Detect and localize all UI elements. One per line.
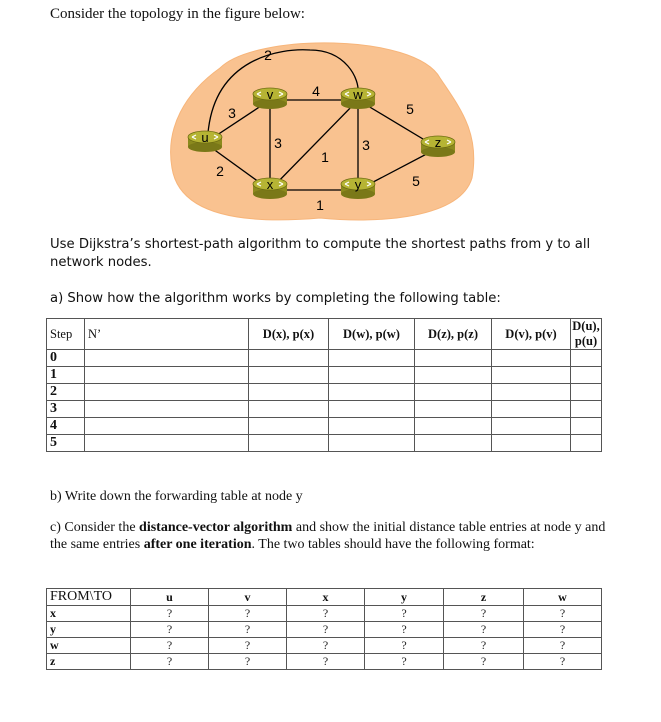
header-dx: D(x), p(x) xyxy=(249,319,329,350)
table-cell xyxy=(85,401,249,418)
router-u-icon xyxy=(188,130,222,152)
dv-cell: ? xyxy=(365,622,444,638)
dv-cell: ? xyxy=(287,622,365,638)
dv-cell: ? xyxy=(365,638,444,654)
dv-col-w: w xyxy=(524,589,602,606)
table-cell xyxy=(571,367,602,384)
part-c-text xyxy=(50,519,610,553)
dv-col-v: v xyxy=(209,589,287,606)
header-du: D(u), p(u) xyxy=(572,319,600,348)
table-cell xyxy=(249,435,329,452)
edge-cost-u-x: 2 xyxy=(216,163,224,179)
part-c-bold-2: after one iteration xyxy=(143,537,252,552)
dv-col-y: y xyxy=(365,589,444,606)
dijkstra-header-row xyxy=(47,319,602,350)
question-intro: Use Dijkstra’s shortest-path algorithm to compute the shortest paths from y to all network nodes. xyxy=(50,237,591,270)
dijkstra-row xyxy=(47,384,602,401)
node-label-w: w xyxy=(353,87,363,102)
edge-cost-u-w: 2 xyxy=(264,47,272,63)
dv-corner: FROM\TO xyxy=(47,589,131,606)
dv-cell: ? xyxy=(131,622,209,638)
dv-cell: ? xyxy=(209,638,287,654)
edge-cost-x-y: 1 xyxy=(316,197,324,213)
dv-cell: ? xyxy=(444,606,524,622)
table-cell xyxy=(85,435,249,452)
table-cell xyxy=(492,435,571,452)
table-cell xyxy=(415,418,492,435)
dv-cell: ? xyxy=(444,638,524,654)
edge-cost-w-x: 1 xyxy=(321,149,329,165)
table-cell xyxy=(415,435,492,452)
topology-background-blob xyxy=(171,43,474,220)
step-number: 0 xyxy=(47,350,85,367)
part-a-text: a) Show how the algorithm works by completing the following table: xyxy=(50,291,501,306)
table-cell xyxy=(415,384,492,401)
dv-row-label: z xyxy=(47,654,131,670)
table-cell xyxy=(571,384,602,401)
dv-cell: ? xyxy=(524,622,602,638)
dv-cell: ? xyxy=(287,638,365,654)
step-number: 4 xyxy=(47,418,85,435)
node-label-y: y xyxy=(354,177,362,192)
edge-cost-v-w: 4 xyxy=(312,83,320,99)
table-cell xyxy=(85,418,249,435)
table-cell xyxy=(571,401,602,418)
dv-cell: ? xyxy=(209,606,287,622)
dv-row xyxy=(47,638,602,654)
dv-cell: ? xyxy=(209,622,287,638)
dijkstra-row xyxy=(47,401,602,418)
table-cell xyxy=(329,418,415,435)
router-v-icon xyxy=(253,87,287,109)
edge-cost-u-v: 3 xyxy=(228,105,236,121)
table-cell xyxy=(249,418,329,435)
header-dv: D(v), p(v) xyxy=(492,319,571,350)
dv-header-row xyxy=(47,589,602,606)
router-w-icon xyxy=(341,87,375,109)
distance-vector-table xyxy=(46,588,602,670)
dv-cell: ? xyxy=(287,654,365,670)
network-topology-figure xyxy=(160,38,480,228)
table-cell xyxy=(85,384,249,401)
part-c-suffix: . The two tables should have the following format: xyxy=(251,537,535,552)
table-cell xyxy=(571,418,602,435)
header-n-prime: N’ xyxy=(85,319,249,350)
table-cell xyxy=(415,401,492,418)
dv-cell: ? xyxy=(444,622,524,638)
edge-cost-v-x: 3 xyxy=(274,135,282,151)
table-cell xyxy=(415,367,492,384)
intro-text: Consider the topology in the figure below: xyxy=(50,6,305,22)
dv-row-label: y xyxy=(47,622,131,638)
table-cell xyxy=(571,435,602,452)
dijkstra-row xyxy=(47,367,602,384)
table-cell xyxy=(249,350,329,367)
header-step: Step xyxy=(47,319,85,350)
part-b-text: b) Write down the forwarding table at node y xyxy=(50,489,303,504)
dv-row-label: w xyxy=(47,638,131,654)
table-cell xyxy=(85,367,249,384)
router-x-icon xyxy=(253,177,287,199)
table-cell xyxy=(492,401,571,418)
step-number: 2 xyxy=(47,384,85,401)
dv-row xyxy=(47,654,602,670)
part-c-prefix: c) Consider the xyxy=(50,520,140,535)
table-cell xyxy=(249,367,329,384)
table-cell xyxy=(329,350,415,367)
table-cell xyxy=(329,367,415,384)
dv-cell: ? xyxy=(365,654,444,670)
edge-cost-w-z: 5 xyxy=(406,101,414,117)
dijkstra-row xyxy=(47,350,602,367)
table-cell xyxy=(415,350,492,367)
table-cell xyxy=(492,350,571,367)
dv-cell: ? xyxy=(365,606,444,622)
dijkstra-row xyxy=(47,418,602,435)
table-cell xyxy=(571,350,602,367)
dv-col-u: u xyxy=(131,589,209,606)
table-cell xyxy=(492,367,571,384)
dv-row xyxy=(47,622,602,638)
table-cell xyxy=(329,435,415,452)
header-dw: D(w), p(w) xyxy=(329,319,415,350)
dv-cell: ? xyxy=(131,606,209,622)
dv-cell: ? xyxy=(131,638,209,654)
part-c-bold-1: distance-vector algorithm xyxy=(139,520,293,535)
dv-cell: ? xyxy=(524,606,602,622)
node-label-z: z xyxy=(434,135,442,150)
dv-cell: ? xyxy=(131,654,209,670)
dv-row-label: x xyxy=(47,606,131,622)
router-z-icon xyxy=(421,135,455,157)
dv-cell: ? xyxy=(524,654,602,670)
dijkstra-row xyxy=(47,435,602,452)
header-dz: D(z), p(z) xyxy=(415,319,492,350)
part-c-mid: and show the initial distance table entries at node y and the same entries xyxy=(50,520,606,552)
step-number: 5 xyxy=(47,435,85,452)
table-cell xyxy=(329,401,415,418)
step-number: 1 xyxy=(47,367,85,384)
dv-col-x: x xyxy=(287,589,365,606)
dijkstra-table xyxy=(46,318,602,452)
dv-cell: ? xyxy=(209,654,287,670)
table-cell xyxy=(249,384,329,401)
step-number: 3 xyxy=(47,401,85,418)
node-label-x: x xyxy=(266,177,274,192)
dv-col-z: z xyxy=(444,589,524,606)
dv-cell: ? xyxy=(524,638,602,654)
dv-cell: ? xyxy=(444,654,524,670)
dv-cell: ? xyxy=(287,606,365,622)
dv-row xyxy=(47,606,602,622)
table-cell xyxy=(492,384,571,401)
table-cell xyxy=(85,350,249,367)
table-cell xyxy=(492,418,571,435)
table-cell xyxy=(329,384,415,401)
edge-cost-w-y: 3 xyxy=(362,137,370,153)
node-label-v: v xyxy=(266,87,274,102)
table-cell xyxy=(249,401,329,418)
edge-cost-y-z: 5 xyxy=(412,173,420,189)
node-label-u: u xyxy=(201,130,209,145)
router-y-icon xyxy=(341,177,375,199)
